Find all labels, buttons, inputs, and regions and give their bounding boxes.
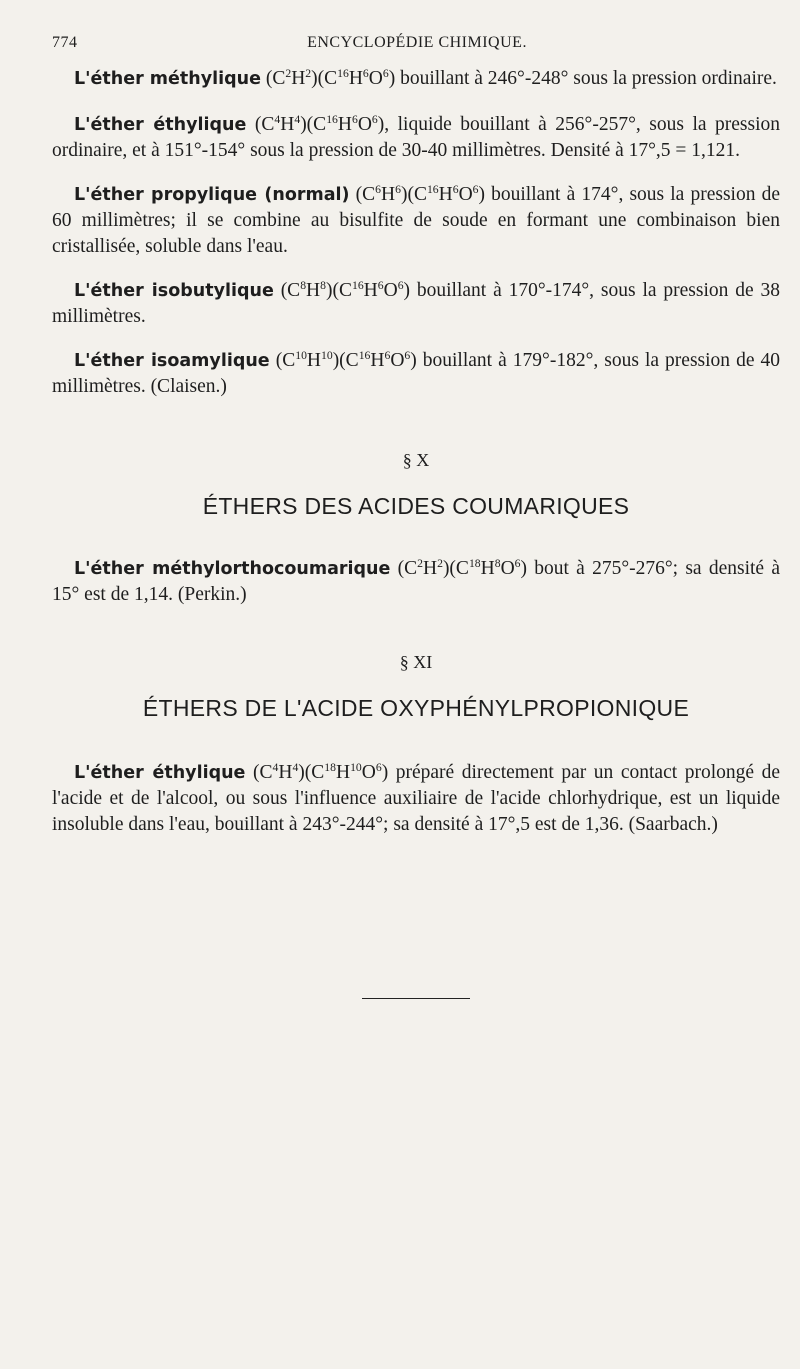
paragraph-isoamyl-ether xyxy=(52,348,780,400)
ether-name: L'éther isoamylique xyxy=(74,351,270,371)
body-text: ) préparé directement par un contact prolongé de l'acide et de l'alcool, ou sous l'influence auxiliaire de l'acide chlorhydrique, est un liquide insoluble dans l'eau, bouillant à 243°-244°; sa densité à 17°,5 est de 1,36. (Saarbach.) xyxy=(52,762,781,835)
formula-superscript: 6 xyxy=(377,278,384,292)
body-text: )(C xyxy=(298,762,325,783)
paragraph-methylorthocoumarique xyxy=(52,556,780,608)
body-text: H xyxy=(278,762,293,783)
body-text: (C xyxy=(246,114,275,135)
body-text: O xyxy=(361,762,376,783)
body-text: O xyxy=(383,280,398,301)
ether-name: L'éther éthylique xyxy=(74,763,246,783)
body-text: H xyxy=(370,350,385,371)
body-text: )(C xyxy=(442,558,469,579)
body-text: (C xyxy=(269,350,296,371)
ether-name: L'éther méthylique xyxy=(74,69,261,89)
formula-superscript: 6 xyxy=(375,760,382,774)
formula-superscript: 6 xyxy=(382,66,389,80)
paragraph-methyl-ether xyxy=(52,66,780,92)
body-text: ) bouillant à 179°-182°, sous la pression de 40 millimètres. (Claisen.) xyxy=(52,350,781,397)
body-text: O xyxy=(458,184,473,205)
section-title-coumariques: ÉTHERS DES ACIDES COUMARIQUES xyxy=(202,493,630,519)
body-text: )(C xyxy=(400,184,427,205)
ether-name: L'éther méthylorthocoumarique xyxy=(74,559,391,579)
section-title-oxyphenylpropionique: ÉTHERS DE L'ACIDE OXYPHÉNYLPROPIONIQUE xyxy=(142,695,690,721)
body-text: (C xyxy=(273,280,301,301)
formula-superscript: 4 xyxy=(294,112,301,126)
formula-superscript: 6 xyxy=(395,182,401,196)
body-text: H xyxy=(363,280,378,301)
formula-superscript: 6 xyxy=(384,348,391,362)
formula-superscript: 2 xyxy=(437,556,443,570)
formula-superscript: 16 xyxy=(326,112,338,126)
formula-superscript: 16 xyxy=(351,278,364,292)
body-text: (C xyxy=(349,184,376,205)
formula-superscript: 4 xyxy=(272,760,279,774)
section-mark-x: § X xyxy=(402,450,430,470)
body-text: H xyxy=(480,558,495,579)
formula-superscript: 6 xyxy=(397,278,404,292)
formula-superscript: 6 xyxy=(452,182,459,196)
formula-superscript: 16 xyxy=(337,66,349,80)
end-rule xyxy=(362,998,470,999)
body-text: H xyxy=(291,68,306,89)
formula-superscript: 2 xyxy=(417,556,423,570)
body-text: H xyxy=(337,114,352,135)
formula-superscript: 18 xyxy=(468,556,481,570)
body-text: H xyxy=(306,280,321,301)
formula-superscript: 6 xyxy=(514,556,521,570)
formula-superscript: 6 xyxy=(472,182,479,196)
body-text: ) bout à 275°-276°; sa densité à 15° est de 1,14. (Perkin.) xyxy=(52,558,780,605)
body-text: )(C xyxy=(332,350,359,371)
ether-name: L'éther propylique (normal) xyxy=(74,185,350,205)
formula-superscript: 4 xyxy=(292,760,299,774)
page-number: 774 xyxy=(52,34,78,51)
formula-superscript: 16 xyxy=(426,182,439,196)
body-text: O xyxy=(500,558,515,579)
section-mark-xi: § XI xyxy=(399,652,433,672)
body-text: )(C xyxy=(325,280,352,301)
formula-superscript: 10 xyxy=(350,760,362,774)
body-text: H xyxy=(438,184,453,205)
body-text: )(C xyxy=(300,114,327,135)
body-text: H xyxy=(381,184,396,205)
formula-superscript: 10 xyxy=(321,348,333,362)
body-text: (C xyxy=(260,68,286,89)
paragraph-propyl-ether xyxy=(52,182,780,260)
formula-superscript: 16 xyxy=(358,348,371,362)
body-text: O xyxy=(368,68,383,89)
body-text: H xyxy=(348,68,363,89)
running-title: ENCYCLOPÉDIE CHIMIQUE. xyxy=(307,34,527,51)
formula-superscript: 6 xyxy=(375,182,382,196)
page-body xyxy=(52,66,780,999)
body-text: ) bouillant à 174°, sous la pression de 60 millimètres; il se combine au bisulfite de soude en formant une combinaison bien cristallisée, soluble dans l'eau. xyxy=(52,184,781,257)
formula-superscript: 2 xyxy=(285,66,292,80)
body-text: H xyxy=(280,114,295,135)
formula-superscript: 2 xyxy=(305,66,312,80)
body-text: H xyxy=(335,762,351,783)
body-text: H xyxy=(306,350,321,371)
formula-superscript: 8 xyxy=(300,278,307,292)
body-text: O xyxy=(390,350,405,371)
formula-superscript: 8 xyxy=(320,278,326,292)
formula-superscript: 6 xyxy=(362,66,369,80)
body-text: ), liquide bouillant à 256°-257°, sous la pression ordinaire, et à 151°-154° sous la pression de 30-40 millimètres. Densité à 17°,5 = 1,121. xyxy=(52,114,781,161)
body-text: ) bouillant à 170°-174°, sous la pression de 38 millimètres. xyxy=(52,280,780,327)
formula-superscript: 18 xyxy=(324,760,336,774)
body-text: (C xyxy=(390,558,418,579)
paragraph-ethyl-ether xyxy=(52,112,780,164)
body-text: H xyxy=(423,558,438,579)
ether-name: L'éther éthylique xyxy=(74,115,247,135)
formula-superscript: 8 xyxy=(494,556,501,570)
formula-superscript: 4 xyxy=(274,112,281,126)
ether-name: L'éther isobutylique xyxy=(74,281,274,301)
formula-superscript: 6 xyxy=(404,348,411,362)
body-text: (C xyxy=(245,762,273,783)
formula-superscript: 6 xyxy=(371,112,378,126)
paragraph-ethyl-oxyphenylpropionique xyxy=(52,760,780,838)
formula-superscript: 10 xyxy=(295,348,307,362)
body-text: )(C xyxy=(311,68,338,89)
body-text: ) bouillant à 246°-248° sous la pression ordinaire. xyxy=(388,68,777,89)
paragraph-isobutyl-ether xyxy=(52,278,780,330)
body-text: O xyxy=(357,114,372,135)
formula-superscript: 6 xyxy=(351,112,358,126)
